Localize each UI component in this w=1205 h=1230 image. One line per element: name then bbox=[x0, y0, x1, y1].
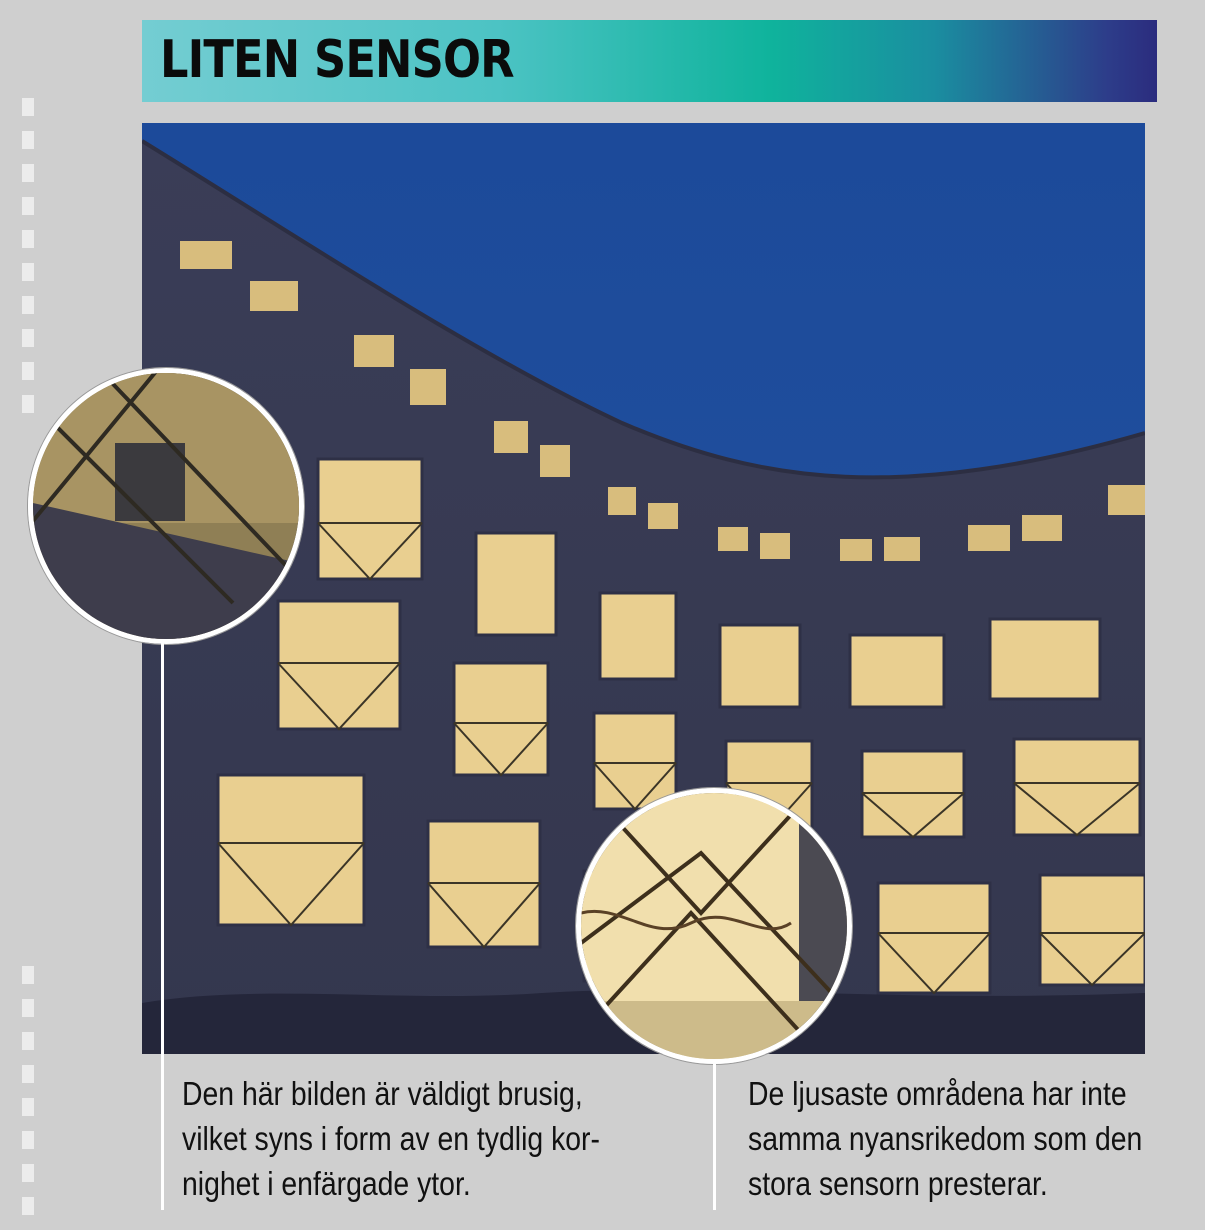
caption-right-line-3: stora sensorn presterar. bbox=[748, 1165, 1048, 1202]
zoom-loupe-dark-area bbox=[28, 368, 304, 644]
leader-line-left bbox=[161, 642, 164, 1210]
caption-right-line-1: De ljusaste områdena har inte bbox=[748, 1075, 1127, 1112]
film-perforation-top bbox=[22, 98, 34, 428]
caption-right bbox=[748, 1071, 1142, 1206]
caption-left-line-3: nighet i enfärgade ytor. bbox=[182, 1165, 471, 1202]
caption-left-line-2: vilket syns i form av en tydlig kor- bbox=[182, 1120, 600, 1157]
caption-left-line-1: Den här bilden är väldigt brusig, bbox=[182, 1075, 583, 1112]
film-perforation-bottom bbox=[22, 966, 34, 1230]
caption-left bbox=[182, 1071, 600, 1206]
leader-line-right bbox=[713, 1062, 716, 1210]
header-title: LITEN SENSOR bbox=[160, 30, 514, 90]
zoom-loupe-bright-area bbox=[576, 788, 852, 1064]
caption-right-line-2: samma nyansrikedom som den bbox=[748, 1120, 1143, 1157]
section-header bbox=[142, 20, 1157, 102]
